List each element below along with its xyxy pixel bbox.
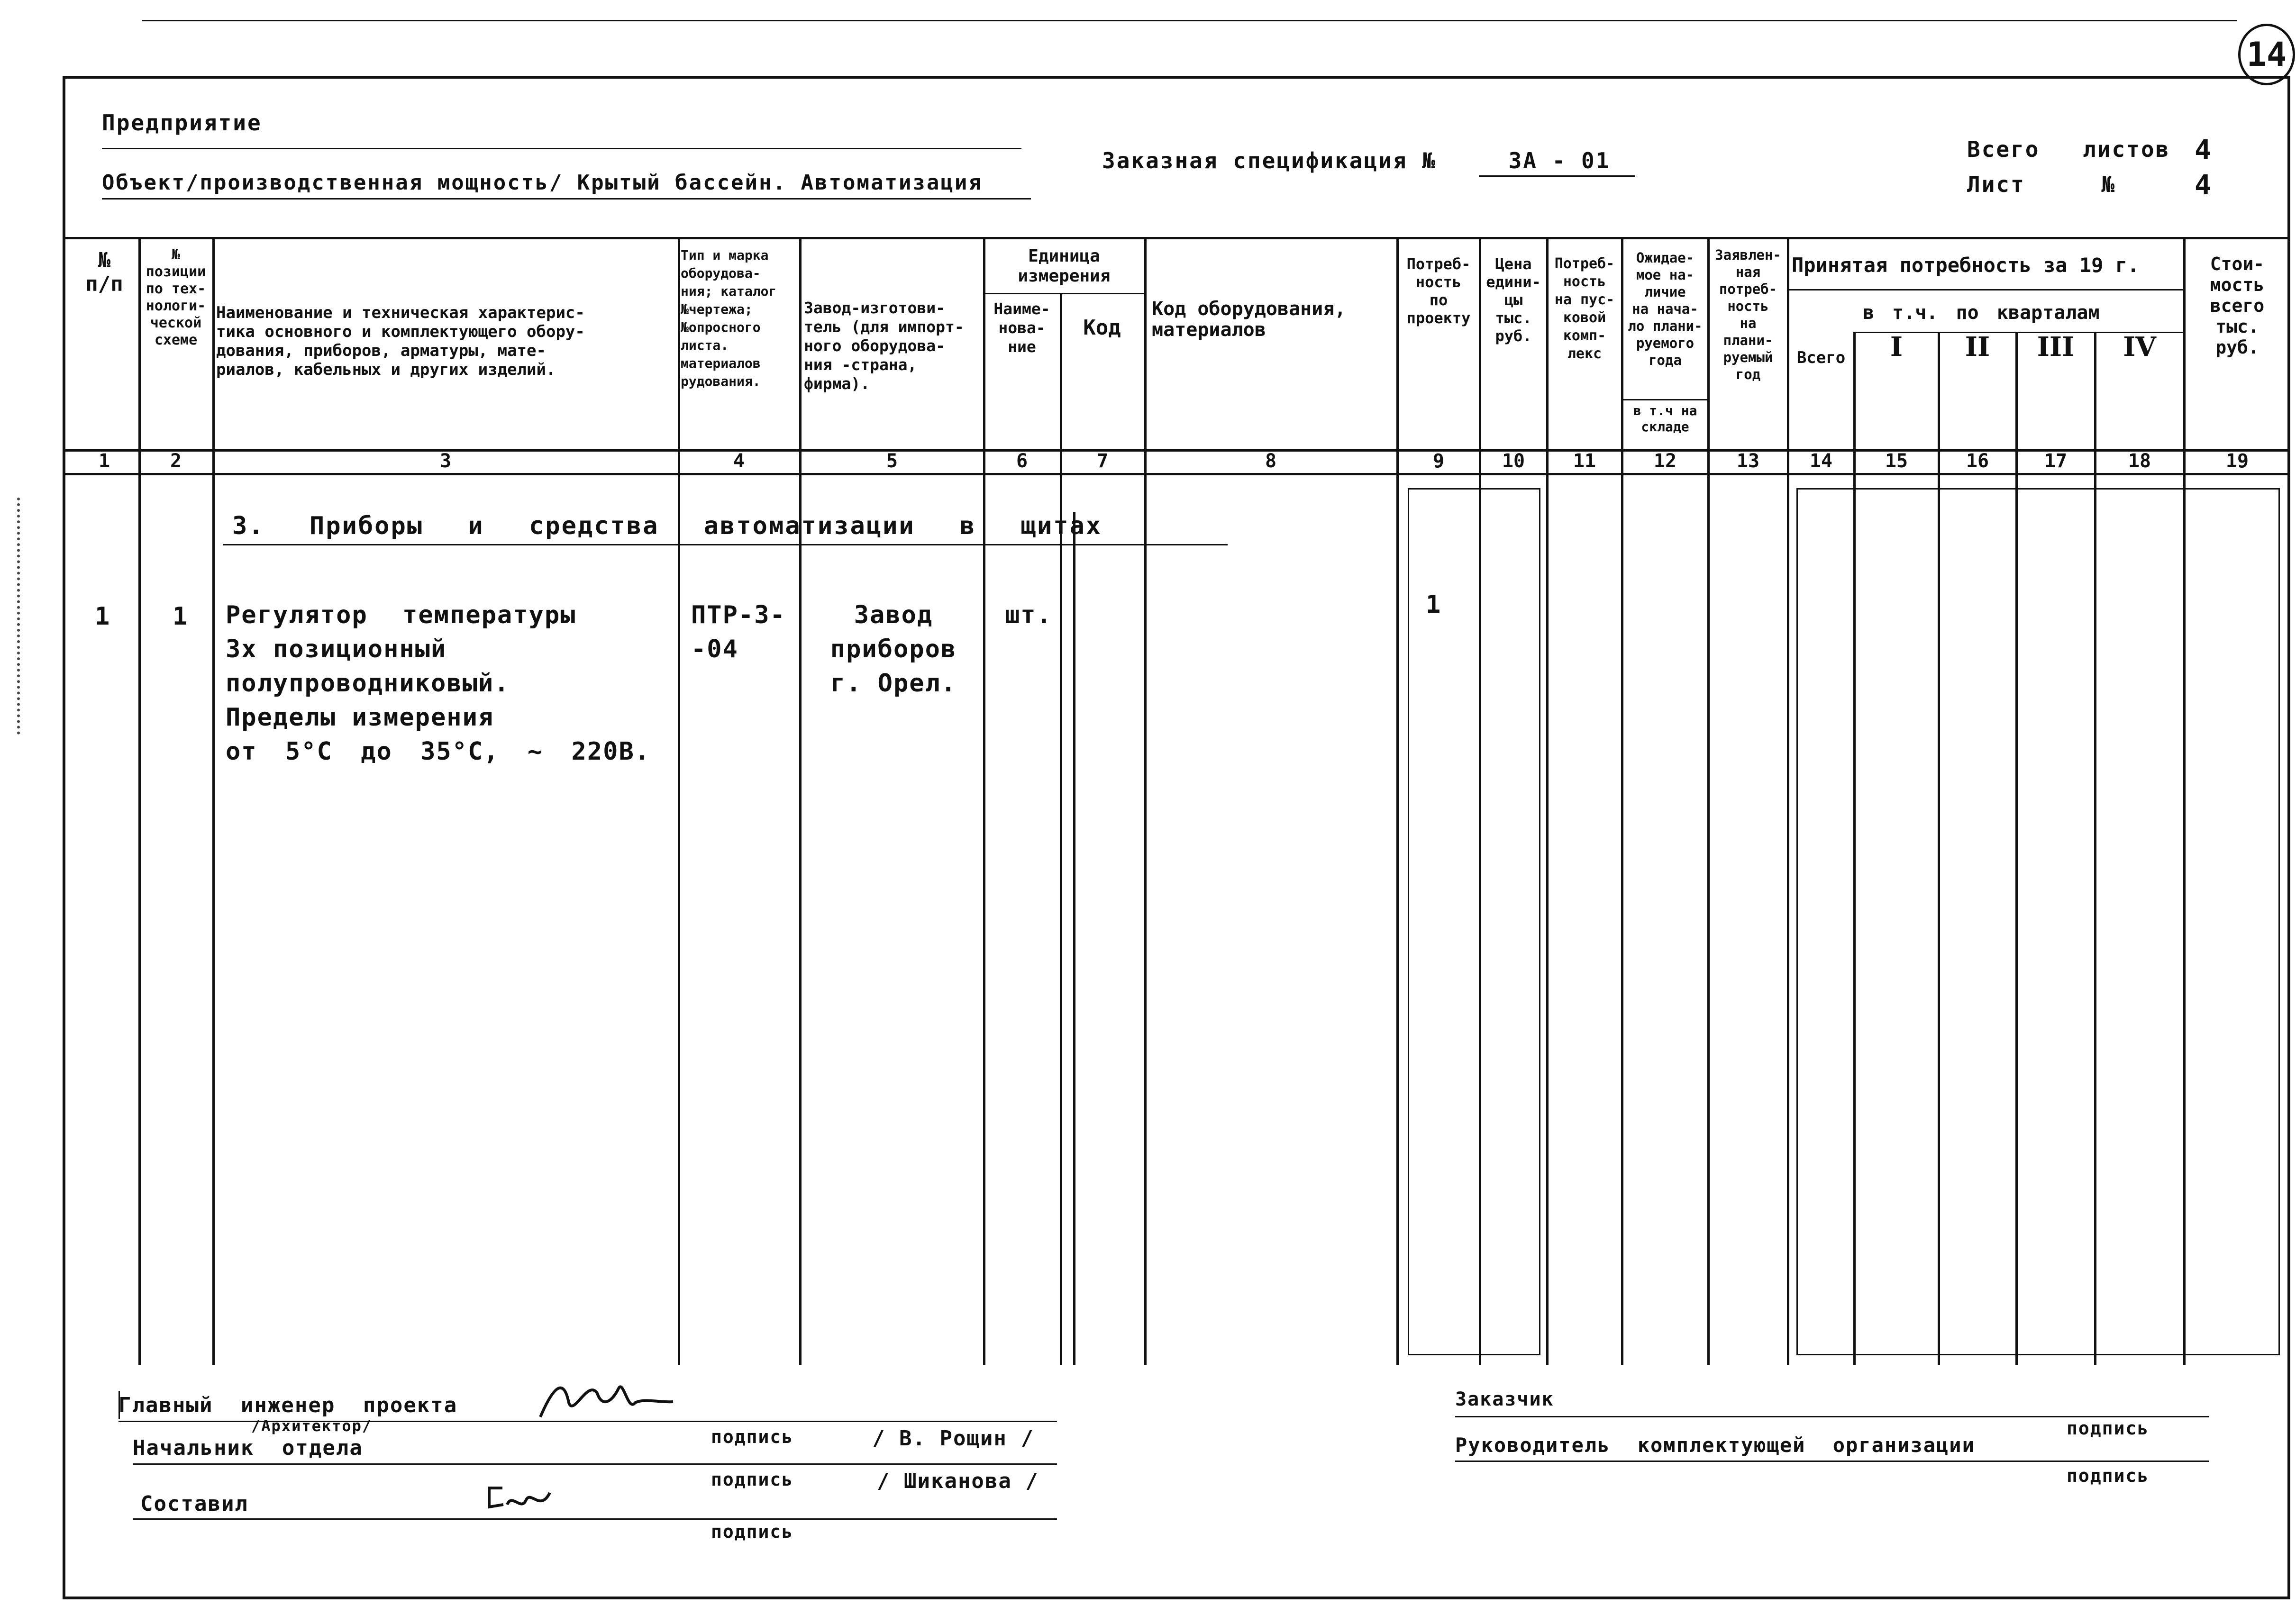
row-unit: шт. (1005, 601, 1052, 629)
enterprise-label: Предприятие (102, 110, 262, 136)
colnum-9: 9 (1432, 450, 1445, 472)
customer-label: Заказчик (1455, 1388, 1554, 1410)
col-6-title: Наиме- нова- ние (993, 299, 1050, 356)
col-line-8 (1144, 237, 1147, 1365)
colnum-18: 18 (2128, 450, 2151, 472)
object-underline (102, 198, 1031, 200)
object-line: Объект/производственная мощность/ Крытый бассейн. Автоматизация (102, 171, 983, 195)
col-3-title: Наименование и техническая характерис- тика основного и комплектующего обору- дования, приборов, арматуры, мате- риалов, кабельных и других изделий. (216, 303, 585, 379)
row-name-line-1: Регулятор температуры (226, 601, 576, 629)
customer-underline (1455, 1416, 2209, 1417)
col-13-title: Заявлен- ная потреб- ность на плани- руемый год (1715, 247, 1781, 382)
row-name-line-4: Пределы измерения (226, 703, 494, 732)
spec-label: Заказная спецификация № (1102, 148, 1437, 173)
colnum-11: 11 (1573, 450, 1596, 472)
col-1-title: № п/п (85, 248, 123, 296)
top-rule (142, 20, 2237, 21)
col-line-11 (1546, 237, 1549, 1365)
col-line-14 (1787, 237, 1789, 1365)
row-qty: 1 (1426, 590, 1442, 619)
sheet-label: Лист № (1967, 172, 2116, 197)
col-line-5 (799, 237, 802, 1365)
col-16-title: II (1965, 331, 1990, 363)
col-line-7b (1073, 512, 1075, 1365)
sign-right-2: подпись (2067, 1465, 2150, 1486)
architect-label: /Архитектор/ (251, 1417, 373, 1435)
chief-engineer-bar (118, 1391, 120, 1419)
col-line-9 (1396, 237, 1399, 1365)
table-numbers-bottom (63, 473, 2290, 475)
col-9-title: Потреб- ность по проекту (1406, 255, 1471, 327)
sign-3: подпись (711, 1521, 794, 1542)
chief-engineer-label: Главный инженер проекта (118, 1393, 458, 1417)
row-maker-line-1: Завод (854, 601, 933, 629)
signature-chief-engineer (536, 1374, 678, 1426)
colnum-3: 3 (439, 450, 452, 472)
row-name-line-5: от 5°С до 35°С, ~ 220В. (226, 737, 651, 766)
col-18-title: IV (2123, 331, 2156, 363)
in-stock-title: в т.ч на складе (1633, 403, 1697, 435)
colnum-15: 15 (1885, 450, 1908, 472)
total-sheets: 4 (2195, 134, 2213, 166)
col-12-title: Ожидае- мое на- личие на нача- ло плани- руемого года (1628, 250, 1703, 368)
col-17-title: III (2037, 331, 2075, 363)
row-number: 1 (95, 602, 111, 631)
org-head-label: Руководитель комплектующей организации (1455, 1433, 1975, 1457)
section-title-underline (223, 544, 1228, 545)
row-maker-line-2: приборов (830, 635, 957, 663)
in-stock-line (1621, 399, 1707, 400)
col-14-title: Всего (1796, 348, 1846, 367)
sign-right-1: подпись (2067, 1418, 2150, 1439)
quarters-title: в т.ч. по кварталам (1863, 302, 2100, 324)
col-8-title: Код оборудования, материалов (1152, 298, 1346, 341)
sign-2: подпись (711, 1469, 794, 1490)
row-type-line-2: -04 (691, 635, 738, 663)
spec-underline (1479, 175, 1635, 177)
colnum-8: 8 (1265, 450, 1277, 472)
colnum-1: 1 (98, 450, 110, 472)
enterprise-underline (102, 148, 1021, 149)
colnum-16: 16 (1966, 450, 1989, 472)
colnum-12: 12 (1653, 450, 1677, 472)
row-name-line-3: полупроводниковый. (226, 669, 510, 698)
unit-group-title (986, 246, 1142, 286)
unit-group-text: Единица измерения (1018, 246, 1111, 286)
col-10-title: Цена едини- цы тыс. руб. (1486, 255, 1541, 345)
colnum-19: 19 (2225, 450, 2249, 472)
col-15-title: I (1890, 331, 1903, 363)
compiled-label: Составил (140, 1492, 248, 1516)
sheet-no: 4 (2195, 169, 2213, 201)
accepted-group-title: Принятая потребность за 19 г. (1792, 254, 2140, 277)
col-2-title: № позиции по тех- нологи- ческой схеме (146, 246, 206, 348)
col-line-2 (138, 237, 141, 1365)
sheet-mark-text: 14 (2246, 35, 2287, 74)
org-head-underline (1455, 1461, 2209, 1462)
col-line-3 (212, 237, 215, 1365)
total-sheets-label: Всего листов (1967, 136, 2170, 162)
row-position: 1 (173, 602, 189, 631)
col-7-title: Код (1083, 316, 1121, 340)
row-name (226, 598, 650, 769)
accepted-group-line (1787, 289, 2183, 290)
col-line-6 (983, 237, 985, 1365)
col-4-title: Тип и марка оборудова- ния; каталог №чертежа; №опросного листа. материалов рудования. (681, 247, 777, 389)
colnum-14: 14 (1809, 450, 1833, 472)
table-top (63, 237, 2290, 239)
colnum-13: 13 (1736, 450, 1760, 472)
colnum-4: 4 (733, 450, 745, 472)
spec-number: 3А - 01 (1508, 148, 1611, 173)
colnum-7: 7 (1096, 450, 1109, 472)
colnum-6: 6 (1016, 450, 1028, 472)
sign-1: подпись (711, 1426, 794, 1447)
row-type (691, 598, 786, 666)
name-1: / В. Рощин / (872, 1426, 1034, 1451)
row-name-line-2: 3х позиционный (226, 635, 447, 663)
col-line-4 (678, 237, 680, 1365)
col-5-title: Завод-изготови- тель (для импорт- ного оборудова- ния -страна, фирма). (804, 299, 964, 393)
col-11-title: Потреб- ность на пус- ковой комп- лекс (1554, 255, 1615, 362)
name-2: / Шиканова / (877, 1469, 1039, 1493)
signature-compiled (483, 1479, 555, 1516)
body-box-right (1796, 488, 2280, 1355)
colnum-5: 5 (886, 450, 898, 472)
col-19-title: Стои- мость всего тыс. руб. (2210, 254, 2265, 358)
body-bottom (63, 1365, 2290, 1366)
row-maker (806, 598, 981, 700)
margin-dots (17, 498, 23, 735)
colnum-2: 2 (170, 450, 182, 472)
colnum-17: 17 (2044, 450, 2068, 472)
col-line-13 (1707, 237, 1710, 1365)
unit-group-line (983, 293, 1144, 294)
section-title: 3. Приборы и средства автоматизации в щитах (232, 512, 1102, 540)
row-maker-line-3: г. Орел. (830, 669, 957, 698)
colnum-10: 10 (1502, 450, 1525, 472)
dept-head-underline (133, 1463, 1057, 1465)
dept-head-label: Начальник отдела (133, 1436, 363, 1460)
row-type-line-1: ПТР-3- (691, 601, 786, 629)
compiled-underline (133, 1518, 1057, 1520)
